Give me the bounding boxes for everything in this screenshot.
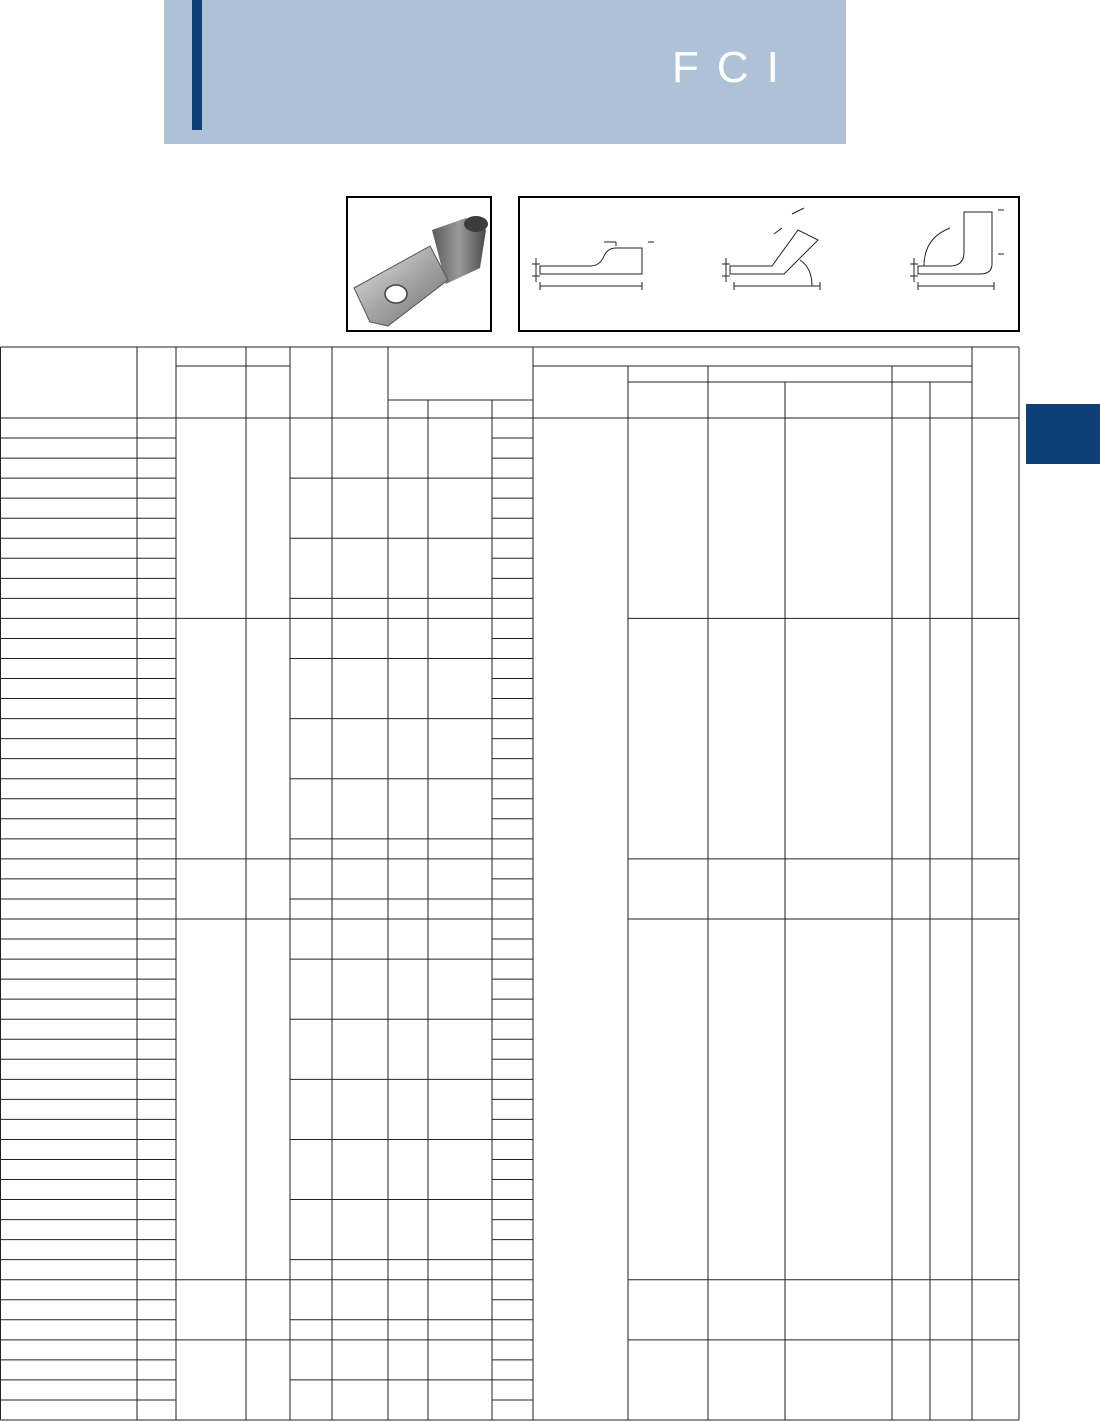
brand-logo: FCI (672, 43, 797, 92)
dimension-diagrams-frame (518, 196, 1020, 332)
header-accent-stripe (192, 0, 202, 130)
table-grid (0, 346, 1020, 1422)
angled-90-lug-diagram-icon (910, 210, 1004, 290)
specification-table (0, 346, 1020, 1420)
lug-terminal-photo-icon (348, 198, 490, 330)
straight-lug-diagram-icon (532, 242, 654, 290)
product-photo-frame (346, 196, 492, 332)
section-side-tab (1026, 404, 1100, 464)
angled-45-lug-diagram-icon (722, 208, 820, 290)
